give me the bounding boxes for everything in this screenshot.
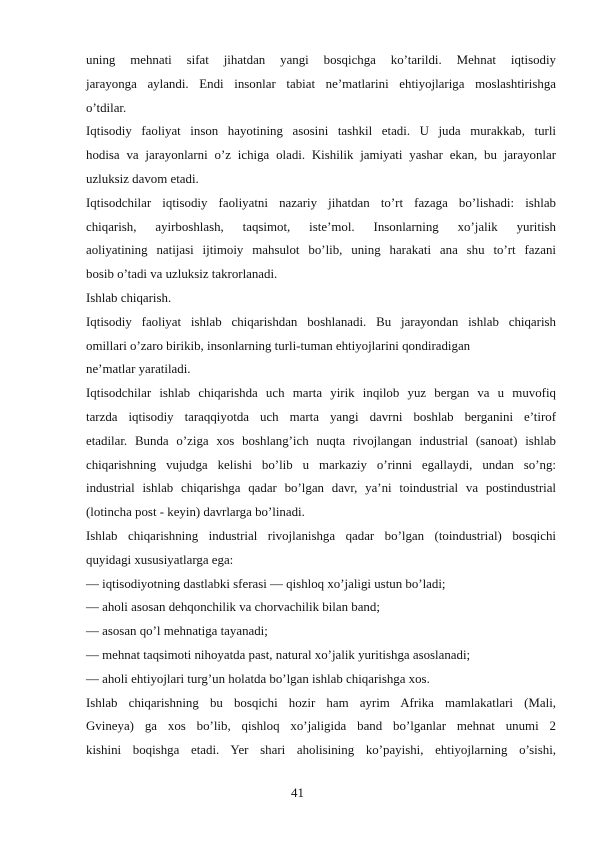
text-line: quyidagi xususiyatlarga ega: [86, 552, 234, 567]
text-line: Gvineya) ga xos bo’lib, qishloq xo’jaligida band bo’lganlar mehnat unumi 2 [86, 719, 556, 734]
text-line: Iqtisodiy faoliyat ishlab chiqarishdan boshlanadi. Bu jarayondan ishlab chiqarish [86, 314, 556, 329]
text-line: Ishlab chiqarishning bu bosqichi hozir ham ayrim Afrika mamlakatlari (Mali, [86, 695, 556, 710]
text-line: — aholi ehtiyojlari turg’un holatda bo’lgan ishlab chiqarishga xos. [86, 671, 430, 686]
text-line: industrial ishlab chiqarishga qadar bo’lgan davr, ya’ni toindustrial va postindustrial [86, 481, 556, 496]
text-line: — asosan qo’l mehnatiga tayanadi; [86, 624, 268, 639]
text-line: chiqarishning vujudga kelishi bo’lib u markaziy o’rinni egallaydi, undan so’ng: [86, 457, 556, 472]
text-line: uning mehnati sifat jihatdan yangi bosqichga ko’tarildi. Mehnat iqtisodiy [86, 53, 556, 67]
text-line: tarzda iqtisodiy taraqqiyotda uch marta yangi davrni boshlab berganini e’tirof [86, 409, 556, 424]
text-line: jarayonga aylandi. Endi insonlar tabiat ne’matlarini ehtiyojlariga moslashtirishga [86, 76, 556, 91]
text-line: chiqarish, ayirboshlash, taqsimot, iste’mol. Insonlarning xo’jalik yuritish [86, 219, 556, 234]
text-line: — mehnat taqsimoti nihoyatda past, natural xo’jalik yuritishga asoslanadi; [86, 647, 471, 662]
text-line: — iqtisodiyotning dastlabki sferasi — qishloq xo’jaligi ustun bo’ladi; [86, 576, 446, 591]
document-body [86, 49, 556, 763]
text-line: o’tdilar. [86, 100, 127, 115]
text-line: ne’matlar yaratiladi. [86, 362, 191, 377]
text-line: omillari o’zaro birikib, insonlarning turli-tuman ehtiyojlarini qondiradigan [86, 338, 471, 353]
text-line: etadilar. Bunda o’ziga xos boshlang’ich nuqta rivojlangan industrial (sanoat) ishlab [86, 433, 556, 448]
text-line: — aholi asosan dehqonchilik va chorvachilik bilan band; [86, 600, 380, 615]
text-line: uzluksiz davom etadi. [86, 171, 199, 186]
text-line: Ishlab chiqarishning industrial rivojlanishga qadar bo’lgan (toindustrial) bosqichi [86, 528, 556, 543]
text-line: Ishlab chiqarish. [86, 290, 172, 305]
text-line: kishini boqishga etadi. Yer shari aholisining ko’payishi, ehtiyojlarning o’sishi, [86, 743, 556, 758]
text-line: Iqtisodchilar ishlab chiqarishda uch marta yirik inqilob yuz bergan va u muvofiq [86, 386, 556, 401]
text-line: hodisa va jarayonlarni o’z ichiga oladi. Kishilik jamiyati yashar ekan, bu jarayonlar [86, 148, 556, 163]
page-number: 41 [291, 786, 304, 800]
text-line: Iqtisodchilar iqtisodiy faoliyatni nazariy jihatdan to’rt fazaga bo’lishadi: ishlab [86, 195, 556, 210]
text-line: (lotincha post - keyin) davrlarga bo’linadi. [86, 505, 305, 520]
text-line: aoliyatining natijasi ijtimoiy mahsulot bo’lib, uning harakati ana shu to’rt fazani [86, 243, 556, 258]
text-line: bosib o’tadi va uzluksiz takrorlanadi. [86, 267, 278, 282]
text-line: Iqtisodiy faoliyat inson hayotining asosini tashkil etadi. U juda murakkab, turli [86, 124, 556, 139]
